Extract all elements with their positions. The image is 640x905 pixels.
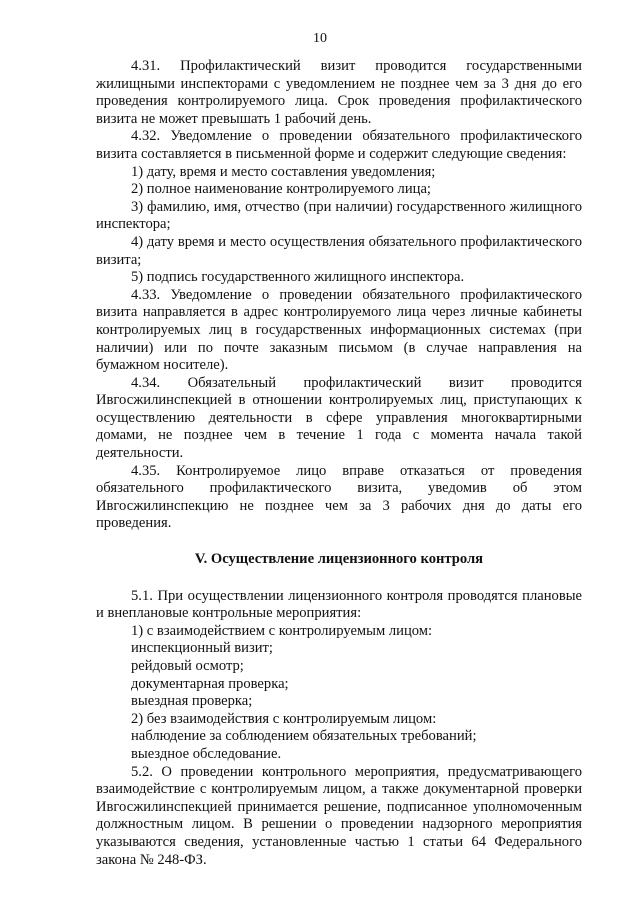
page-number: 10 xyxy=(313,31,327,46)
list-item-field-survey: выездное обследование. xyxy=(131,745,282,762)
paragraph-4-32: 4.32. Уведомление о проведении обязательного профилактического визита составляется в письменной форме и содержит следующие сведения: xyxy=(96,128,582,162)
list-item-4-32-1: 1) дату, время и место составления уведомления; xyxy=(131,163,436,180)
list-item-4-32-4: 4) дату время и место осуществления обязательного профилактического визита; xyxy=(96,233,582,268)
list-item-document-check: документарная проверка; xyxy=(131,675,289,692)
list-item-field-check: выездная проверка; xyxy=(131,693,253,710)
paragraph-4-33: 4.33. Уведомление о проведении обязательного профилактического визита направляется в адрес контролируемого лица через личные кабинеты контролируемых лиц в государственных информационных системах (при наличии) или по почте заказным письмом (в случае направления на бумажном носителе). xyxy=(96,286,582,374)
paragraph-4-34: 4.34. Обязательный профилактический визит проводится Ивгосжилинспекцией в отношении контролируемых лиц, приступающих к осуществлению деятельности в сфере управления многоквартирными домами, не позднее чем в течение 1 года с момента начала такой деятельности. xyxy=(96,374,582,462)
paragraph-4-31: 4.31. Профилактический визит проводится государственными жилищными инспекторами с уведомлением не позднее чем за 3 дня до его проведения контролируемого лица. Срок проведения профилактического визита не может превышать 1 рабочий день. xyxy=(96,58,582,127)
section-heading: V. Осуществление лицензионного контроля xyxy=(194,551,484,568)
list-item-5-1-1: 1) с взаимодействием с контролируемым лицом: xyxy=(131,622,433,639)
list-item-raid-inspection: рейдовый осмотр; xyxy=(131,658,244,674)
paragraph-4-35: 4.35. Контролируемое лицо вправе отказаться от проведения обязательного профилактического визита, уведомив об этом Ивгосжилинспекцию не позднее чем за 3 рабочих дня до даты его проведения. xyxy=(96,462,582,532)
document-body xyxy=(96,58,582,869)
paragraph-5-2: 5.2. О проведении контрольного мероприятия, предусматривающего взаимодействие с контролируемым лицом, а также документарной проверки Ивгосжилинспекцией принимается решение, подписанное уполномоченным должностным лицом. В решении о проведении надзорного мероприятия указываются сведения, установленные частью 1 статьи 64 Федерального закона № 248-ФЗ. xyxy=(96,763,582,868)
list-item-5-1-2: 2) без взаимодействия с контролируемым лицом: xyxy=(131,710,437,727)
list-item-4-32-2: 2) полное наименование контролируемого лица; xyxy=(131,181,431,198)
paragraph-5-1: 5.1. При осуществлении лицензионного контроля проводятся плановые и внеплановые контрольные мероприятия: xyxy=(96,587,582,622)
list-item-inspection-visit: инспекционный визит; xyxy=(131,640,273,657)
list-item-4-32-3: 3) фамилию, имя, отчество (при наличии) государственного жилищного инспектора; xyxy=(96,198,582,233)
list-item-4-32-5: 5) подпись государственного жилищного инспектора. xyxy=(131,269,465,286)
list-item-observation: наблюдение за соблюдением обязательных требований; xyxy=(131,728,477,745)
